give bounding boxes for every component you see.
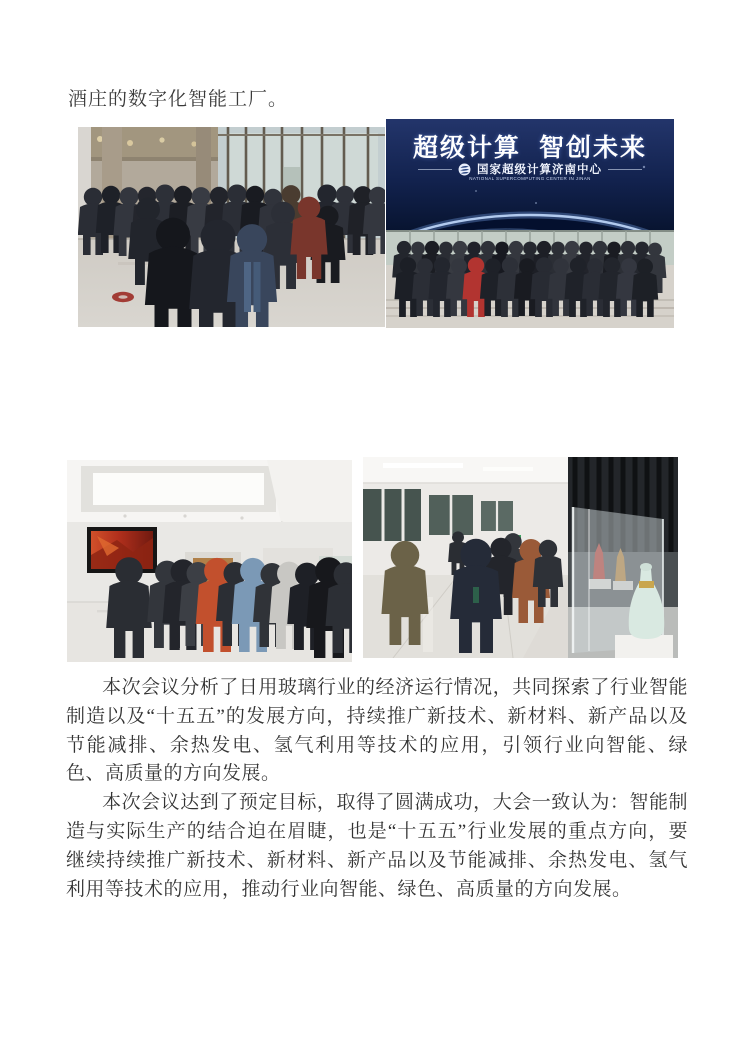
- photo-supercomputing-group: [386, 119, 674, 328]
- paragraph-meeting-conclusion: 本次会议达到了预定目标，取得了圆满成功，大会一致认为：智能制造与实际生产的结合迫在眉睫，也是“十五五”行业发展的重点方向，要继续持续推广新技术、新材料、新产品以及节能减排、余热发电、氢气利用等技术的应用，推动行业向智能、绿色、高质量的方向发展。: [66, 792, 688, 900]
- paragraph-meeting-analysis: 本次会议分析了日用玻璃行业的经济运行情况，共同探索了行业智能制造以及“十五五”的发展方向，持续推广新技术、新材料、新产品以及节能减排、余热发电、氢气利用等技术的应用，引领行业向智能、绿色、高质量的方向发展。: [66, 677, 688, 785]
- body-text-block: [66, 674, 688, 904]
- led-screen-center-name-en: NATIONAL SUPERCOMPUTING CENTER IN JINAN: [469, 176, 591, 181]
- floor-marker: [112, 292, 134, 302]
- led-screen-logo-row: [386, 161, 674, 177]
- display-cases: [568, 457, 678, 658]
- photo-exhibition-hall: [67, 460, 352, 662]
- jeans-legs: [244, 262, 251, 312]
- logo-rule-right-line: [608, 169, 642, 170]
- lanyard: [473, 587, 479, 603]
- supercomputing-center-logo-icon: [458, 163, 471, 176]
- photo-lobby-group: [78, 127, 385, 327]
- led-screen-center-name: 国家超级计算济南中心: [477, 164, 602, 176]
- logo-rule-left-line: [418, 169, 452, 170]
- photo-corridor-display: [363, 457, 678, 658]
- intro-line: 酒庄的数字化智能工厂。: [68, 89, 289, 110]
- led-screen-title: 超级计算 智创未来: [413, 134, 647, 162]
